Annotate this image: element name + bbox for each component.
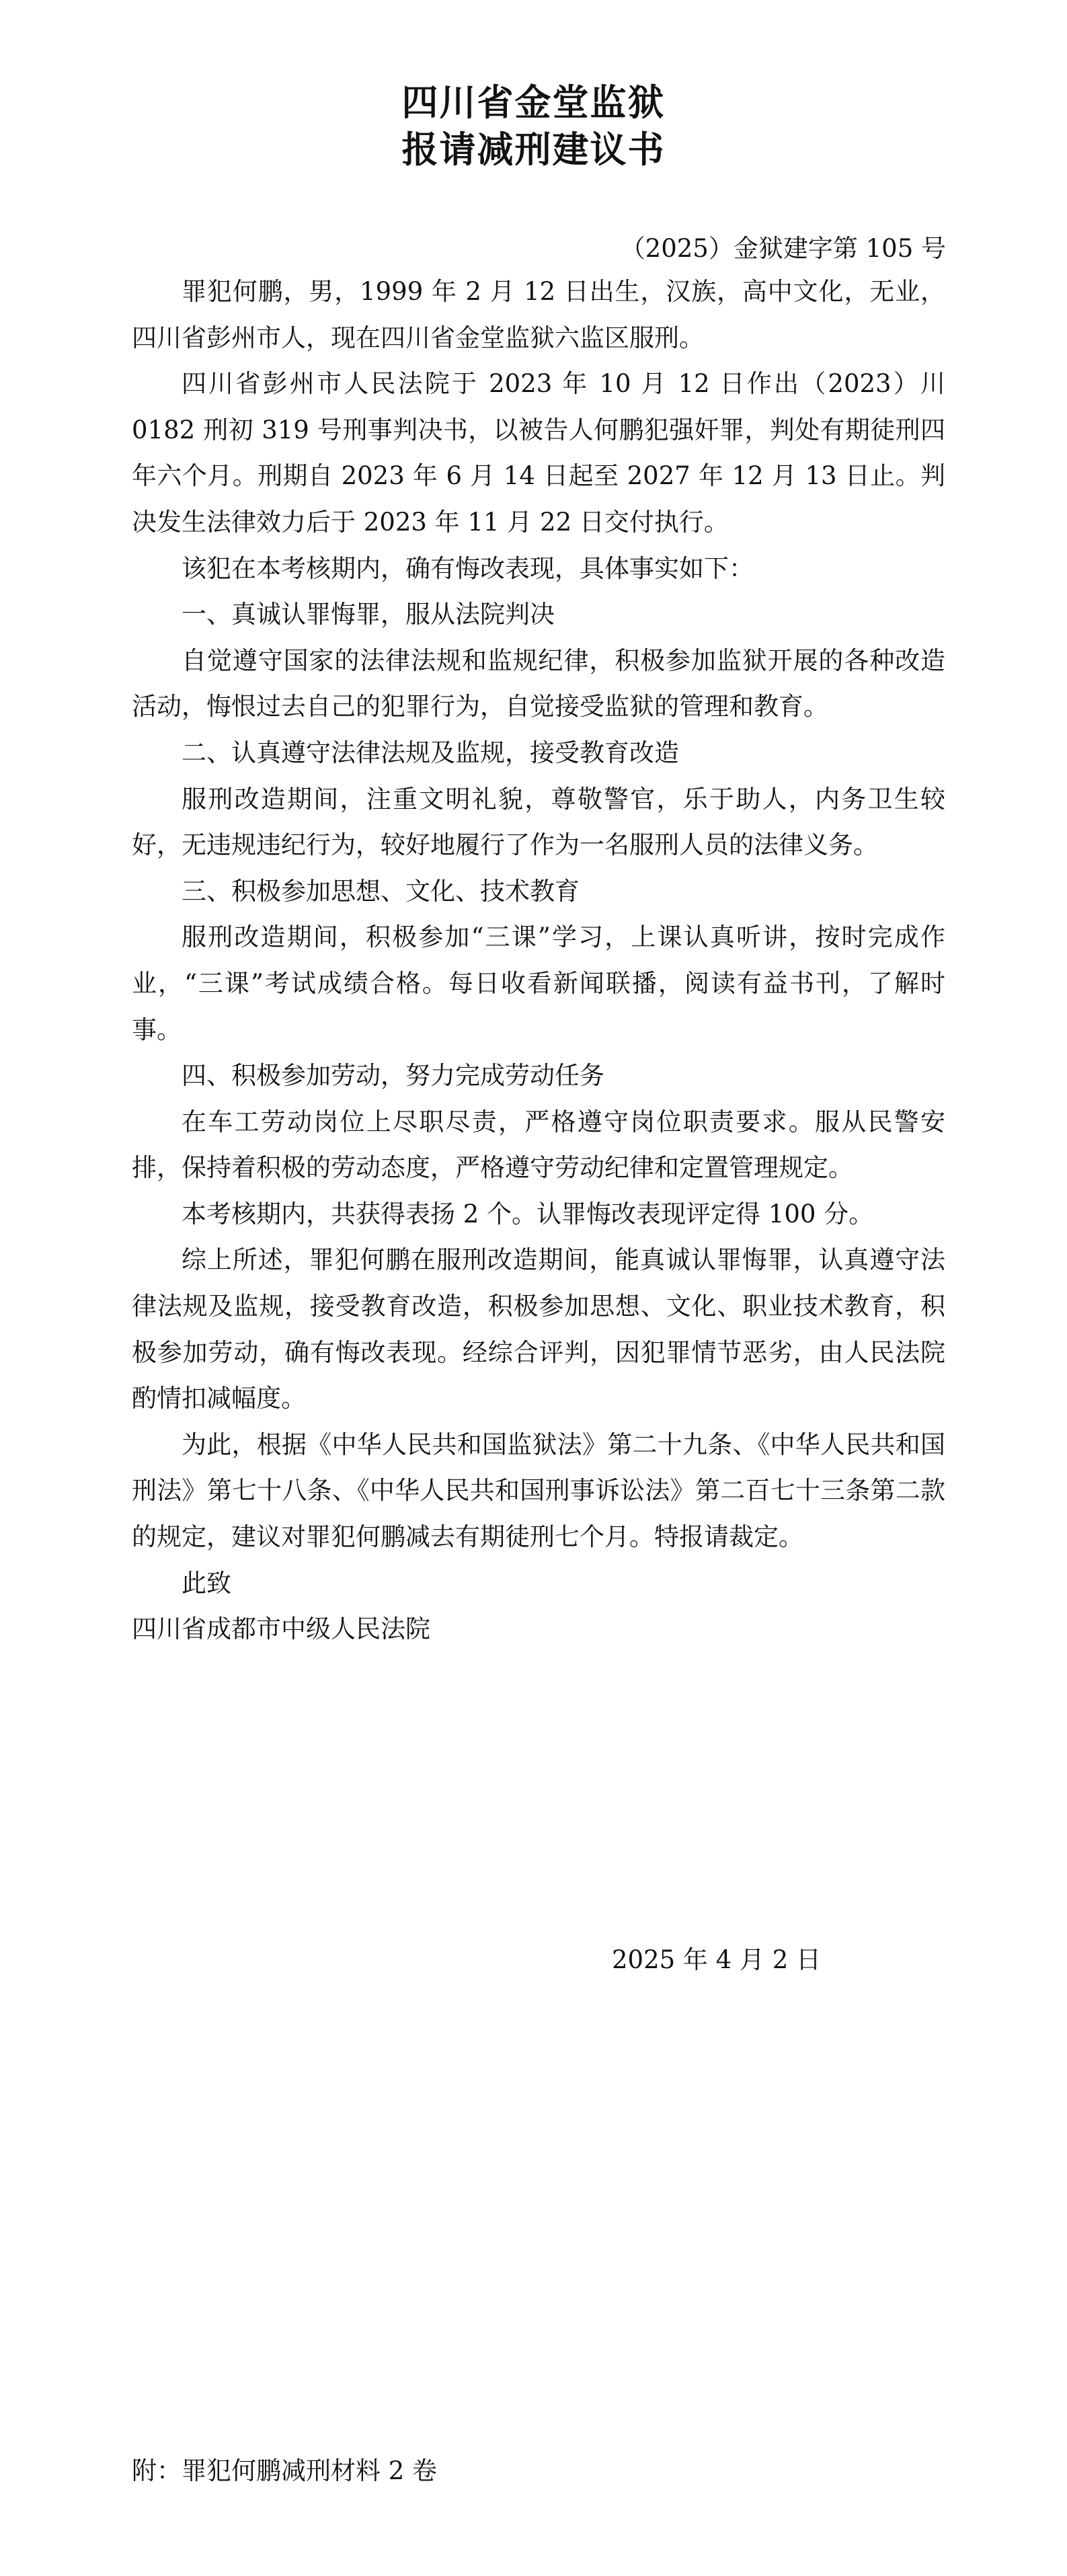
paragraph-rewards: 本考核期内，共获得表扬 2 个。认罪悔改表现评定得 100 分。 xyxy=(182,1199,874,1228)
paragraph-intro: 该犯在本考核期内，确有悔改表现，具体事实如下： xyxy=(182,553,754,583)
section-heading-3: 三、积极参加思想、文化、技术教育 xyxy=(182,876,580,906)
paragraph-summary: 综上所述，罪犯何鹏在服刑改造期间，能真诚认罪悔罪，认真遵守法律法规及监规，接受教育改造，积极参加思想、文化、职业技术教育，积极参加劳动，确有悔改表现。经综合评判，因犯罪情节恶劣，由人民法院酌情扣减幅度。 xyxy=(132,1245,945,1413)
section-heading-1: 一、真诚认罪悔罪，服从法院判决 xyxy=(182,600,555,629)
section-body-3: 服刑改造期间，积极参加“三课”学习，上课认真听讲，按时完成作业，“三课”考试成绩合格。每日收看新闻联播，阅读有益书刊，了解时事。 xyxy=(132,923,945,1044)
section-heading-4: 四、积极参加劳动，努力完成劳动任务 xyxy=(182,1061,604,1091)
document-number: （2025）金狱建字第 105 号 xyxy=(620,234,946,263)
section-body-1: 自觉遵守国家的法律法规和监规纪律，积极参加监狱开展的各种改造活动，悔恨过去自己的犯罪行为，自觉接受监狱的管理和教育。 xyxy=(132,646,945,721)
document-title-line2: 报请减刑建议书 xyxy=(401,128,666,171)
document-body xyxy=(132,269,945,1653)
paragraph-criminal-info: 罪犯何鹏，男，1999 年 2 月 12 日出生，汉族，高中文化，无业，四川省彭州市人，现在四川省金堂监狱六监区服刑。 xyxy=(132,277,945,352)
paragraph-recipient: 四川省成都市中级人民法院 xyxy=(132,1614,430,1644)
section-body-2: 服刑改造期间，注重文明礼貌，尊敬警官，乐于助人，内务卫生较好，无违规违纪行为，较好地履行了作为一名服刑人员的法律义务。 xyxy=(132,784,945,860)
document-title-line1: 四川省金堂监狱 xyxy=(401,81,666,124)
paragraph-recommendation: 为此，根据《中华人民共和国监狱法》第二十九条、《中华人民共和国刑法》第七十八条、《中华人民共和国刑事诉讼法》第二百七十三条第二款的规定，建议对罪犯何鹏减去有期徒刑七个月。特报请裁定。 xyxy=(132,1430,945,1552)
paragraph-salutation: 此致 xyxy=(182,1568,231,1598)
document-date: 2025 年 4 月 2 日 xyxy=(612,1945,822,1974)
attachment-note: 附：罪犯何鹏减刑材料 2 卷 xyxy=(132,2456,438,2485)
paragraph-judgment: 四川省彭州市人民法院于 2023 年 10 月 12 日作出（2023）川 0182 刑初 319 号刑事判决书，以被告人何鹏犯强奸罪，判处有期徒刑四年六个月。刑期自 2023 年 6 月 14 日起至 2027 年 12 月 13 日止。判决发生法律效力后于 2023 年 11 月 22 日交付执行。 xyxy=(132,369,945,537)
section-body-4: 在车工劳动岗位上尽职尽责，严格遵守岗位职责要求。服从民警安排，保持着积极的劳动态度，严格遵守劳动纪律和定置管理规定。 xyxy=(132,1107,945,1183)
section-heading-2: 二、认真遵守法律法规及监规，接受教育改造 xyxy=(182,738,679,767)
